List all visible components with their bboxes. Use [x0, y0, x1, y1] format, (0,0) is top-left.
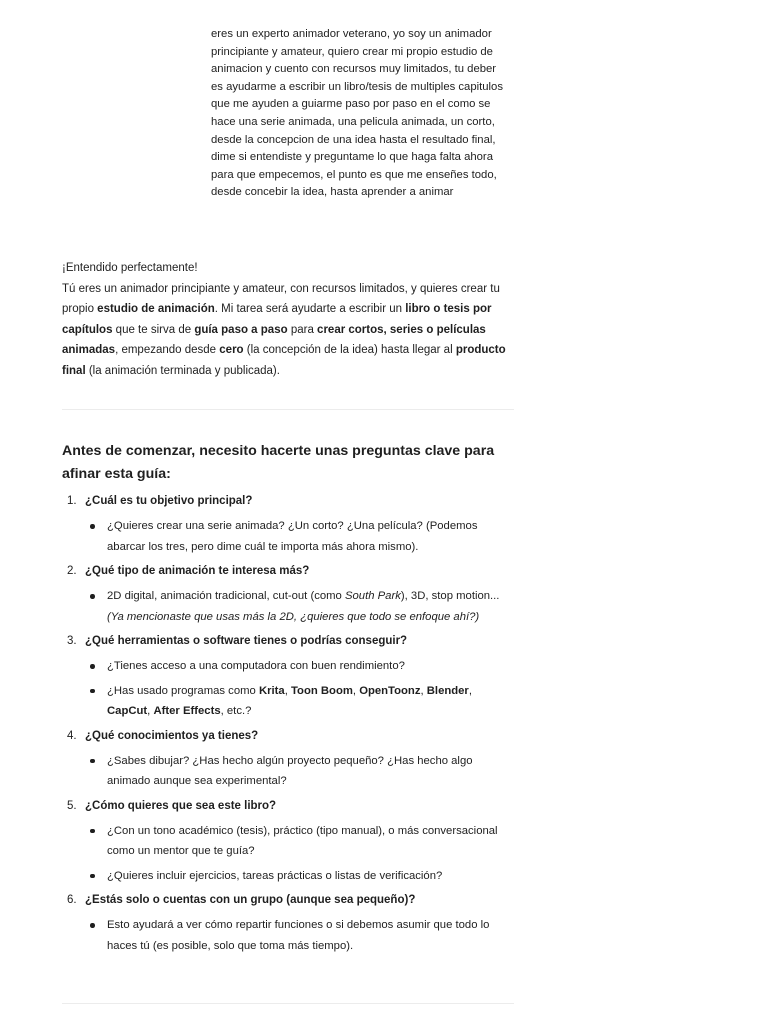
user-message-text: eres un experto animador veterano, yo soy un animador principiante y amateur, quiero crear mi propio estudio de animacion y cuento con recursos muy limitados, tu deber es ayudarme a escribir un libro/tesis de multiples capitulos que me ayuden a guiarme paso por paso en el como se hace una serie animada, una pelicula animada, un corto, desde la concepcion de una idea hasta el resultado final, dime si entendiste y preguntame lo que haga falta ahora para que empecemos, el punto es que me enseñes todo, desde concebir la idea, hasta aprender a animar — [211, 28, 503, 199]
intro-text: (la animación terminada y publicada). — [85, 364, 280, 377]
question-title: ¿Estás solo o cuentas con un grupo (aunque sea pequeño)? — [85, 894, 416, 906]
question-detail — [85, 681, 517, 722]
question-detail: ¿Tienes acceso a una computadora con buen rendimiento? — [85, 656, 517, 677]
question-details — [85, 915, 517, 956]
question-title: ¿Qué tipo de animación te interesa más? — [85, 565, 310, 577]
detail-text: 2D digital, animación tradicional, cut-out (como — [107, 590, 345, 602]
question-title: ¿Qué herramientas o software tienes o podrías conseguir? — [85, 635, 408, 647]
intro-text: que te sirva de — [112, 323, 195, 336]
intro-bold: producto final — [62, 344, 506, 377]
question-detail: ¿Con un tono académico (tesis), práctico (tipo manual), o más conversacional como un mentor que te guía? — [85, 821, 517, 862]
software-name: Toon Boom — [290, 684, 353, 697]
intro-text: . Mi tarea será ayudarte a escribir un — [214, 303, 406, 315]
question-item — [62, 890, 517, 956]
question-detail: ¿Sabes dibujar? ¿Has hecho algún proyecto pequeño? ¿Has hecho algo animado aunque sea experimental? — [85, 751, 517, 792]
question-number: 2. — [67, 565, 77, 577]
user-message — [211, 26, 511, 202]
question-detail — [85, 586, 517, 627]
questions-list — [62, 491, 517, 960]
question-detail: Esto ayudará a ver cómo repartir funciones o si debemos asumir que todo lo haces tú (es posible, solo que toma más tiempo). — [85, 915, 517, 956]
question-number: 5. — [67, 799, 77, 812]
question-number: 4. — [67, 729, 77, 742]
intro-bold: guía paso a paso — [194, 323, 288, 336]
question-number: 3. — [67, 635, 77, 647]
question-title: ¿Cómo quieres que sea este libro? — [85, 799, 277, 812]
intro-text: para — [287, 323, 318, 336]
software-name: OpenToonz — [359, 684, 421, 697]
question-detail: ¿Quieres crear una serie animada? ¿Un corto? ¿Una película? (Podemos abarcar los tres, pero dime cuál te importa más ahora mismo). — [85, 516, 517, 557]
question-title: ¿Qué conocimientos ya tienes? — [85, 729, 259, 742]
intro-bold: cero — [219, 344, 244, 356]
detail-text: ), 3D, stop motion... — [400, 590, 500, 602]
intro-bold: estudio de animación — [97, 303, 215, 315]
detail-sep: , — [147, 705, 154, 717]
question-item — [62, 796, 517, 887]
detail-note: (Ya mencionaste que usas más la 2D, ¿quieres que todo se enfoque ahí?) — [107, 610, 480, 623]
detail-text: ¿Has usado programas como — [107, 684, 259, 697]
assistant-message — [62, 258, 517, 381]
detail-sep: , — [420, 684, 427, 697]
detail-sep: , — [468, 684, 472, 697]
section-divider — [62, 409, 514, 410]
question-title: ¿Cuál es tu objetivo principal? — [85, 495, 253, 507]
question-details — [85, 751, 517, 792]
question-number: 1. — [67, 495, 77, 507]
detail-sep: , — [284, 684, 291, 697]
question-item — [62, 631, 517, 722]
intro-text: , empezando desde — [115, 344, 220, 356]
question-item — [62, 491, 517, 557]
software-name: Krita — [258, 684, 285, 697]
detail-text: , etc.? — [220, 705, 252, 717]
software-name: CapCut — [107, 705, 148, 717]
assistant-intro — [62, 258, 517, 381]
question-details — [85, 821, 517, 887]
intro-bold: libro o tesis por capítulos — [62, 303, 492, 336]
question-detail: ¿Quieres incluir ejercicios, tareas prácticas o listas de verificación? — [85, 866, 517, 887]
intro-text: Tú eres un animador principiante y amateur, con recursos limitados, y quieres crear tu propio — [62, 282, 500, 315]
detail-sep: , — [352, 684, 360, 697]
question-details — [85, 516, 517, 557]
question-item — [62, 561, 517, 627]
section-divider — [62, 1003, 514, 1004]
greeting: ¡Entendido perfectamente! — [62, 262, 198, 274]
question-number: 6. — [67, 894, 77, 906]
intro-bold: crear cortos, series o películas animadas — [62, 323, 486, 356]
software-name: Blender — [426, 684, 469, 697]
question-details — [85, 586, 517, 627]
detail-italic: South Park — [344, 590, 401, 602]
questions-heading: Antes de comenzar, necesito hacerte unas preguntas clave para afinar esta guía: — [62, 443, 495, 482]
question-item — [62, 726, 517, 792]
question-details — [85, 656, 517, 722]
intro-text: (la concepción de la idea) hasta llegar al — [243, 344, 456, 356]
software-name: After Effects — [153, 705, 221, 717]
intro-paragraph — [62, 279, 517, 382]
